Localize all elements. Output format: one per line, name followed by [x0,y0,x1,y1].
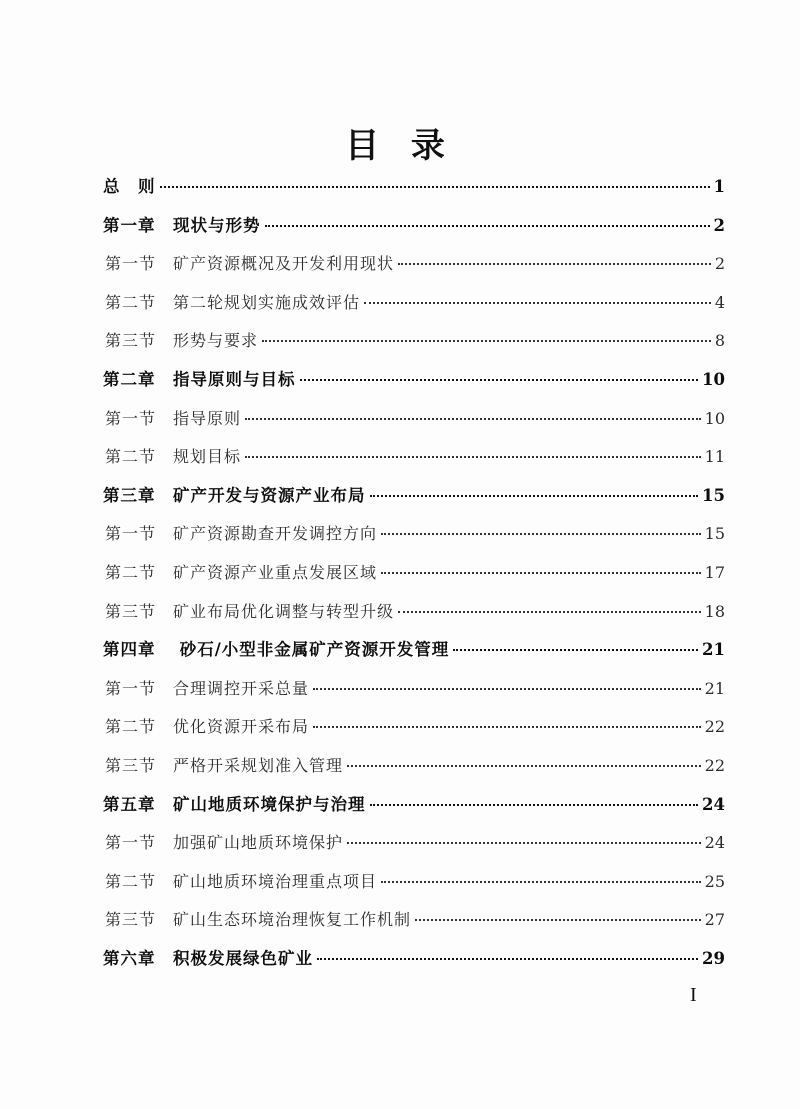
toc-entry[interactable] [103,400,725,439]
toc-entry[interactable] [103,708,725,747]
toc-entry-page: 29 [702,948,725,968]
toc-entry[interactable] [103,631,725,670]
toc-entry-page: 2 [713,215,725,235]
toc-entry-label: 第三节 严格开采规划准入管理 [105,755,344,775]
dot-leader [300,378,699,381]
dot-leader [398,610,701,613]
dot-leader [262,339,711,342]
toc-entry[interactable] [103,554,725,593]
toc-entry[interactable] [103,593,725,632]
toc-entry-label: 第三节 矿业布局优化调整与转型升级 [105,601,395,621]
toc-entry-page: 15 [704,524,725,544]
dot-leader [364,301,711,304]
toc-entry-label: 第二节 第二轮规划实施成效评估 [105,292,361,312]
page-folio: I [690,984,697,1006]
toc-entry-label: 第三章 矿产开发与资源产业布局 [103,485,366,505]
dot-leader [313,725,701,728]
toc-entry-page: 4 [714,292,725,312]
toc-entry-label: 第六章 积极发展绿色矿业 [103,948,313,968]
dot-leader [347,764,701,767]
toc-entry-page: 2 [714,254,725,274]
toc-entry[interactable] [103,361,725,400]
dot-leader [415,918,701,921]
toc-entry[interactable] [103,284,725,323]
dot-leader [347,841,701,844]
toc-entry-page: 17 [704,562,725,582]
toc-entry-page: 21 [704,678,725,698]
toc-entry[interactable] [103,786,725,825]
toc-entry-label: 第二节 优化资源开采布局 [105,717,310,737]
dot-leader [370,494,699,497]
dot-leader [245,417,701,420]
toc-entry-label: 第二节 矿山地质环境治理重点项目 [105,871,378,891]
dot-leader [370,803,699,806]
toc-entry-page: 8 [714,331,725,351]
dot-leader [245,455,701,458]
toc-entry[interactable] [103,322,725,361]
table-of-contents [103,168,725,978]
toc-entry-label: 第一章 现状与形势 [103,215,261,235]
toc-entry[interactable] [103,863,725,902]
toc-entry-label: 第四章 砂石/小型非金属矿产资源开发管理 [103,640,450,660]
toc-entry-page: 22 [704,755,725,775]
dot-leader [160,185,710,188]
toc-entry-label: 第三节 形势与要求 [105,331,259,351]
toc-entry[interactable] [103,168,725,207]
toc-entry-label: 第一节 矿产资源概况及开发利用现状 [105,254,395,274]
toc-entry[interactable] [103,940,725,979]
toc-entry-page: 22 [704,717,725,737]
dot-leader [453,648,698,651]
toc-entry-label: 第一节 矿产资源勘查开发调控方向 [105,524,378,544]
toc-entry-page: 1 [713,177,725,196]
toc-entry-label: 第一节 加强矿山地质环境保护 [105,833,344,853]
toc-entry[interactable] [103,824,725,863]
dot-leader [317,957,698,960]
toc-entry[interactable] [103,245,725,284]
toc-entry-label: 第二章 指导原则与目标 [103,369,296,389]
toc-entry-label: 第五章 矿山地质环境保护与治理 [103,794,366,814]
page-title: 目 录 [345,126,455,166]
dot-leader [381,571,701,574]
toc-entry-page: 25 [704,871,725,891]
toc-entry-page: 24 [704,833,725,853]
toc-entry-label: 第一节 合理调控开采总量 [105,678,310,698]
toc-entry[interactable] [103,670,725,709]
toc-entry-label: 总 则 [103,177,156,196]
toc-entry-label: 第二节 规划目标 [105,447,242,467]
toc-entry-page: 15 [702,485,725,505]
toc-entry-label: 第一节 指导原则 [105,408,242,428]
toc-entry[interactable] [103,747,725,786]
toc-entry[interactable] [103,901,725,940]
dot-leader [381,880,701,883]
dot-leader [313,687,701,690]
toc-entry[interactable] [103,477,725,516]
toc-entry-page: 21 [702,640,725,660]
toc-entry-page: 10 [702,369,725,389]
dot-leader [398,262,711,265]
toc-entry[interactable] [103,515,725,554]
toc-entry-page: 24 [702,794,725,814]
dot-leader [381,532,701,535]
toc-entry-page: 11 [704,447,725,467]
toc-entry[interactable] [103,207,725,246]
toc-entry-label: 第二节 矿产资源产业重点发展区域 [105,562,378,582]
toc-entry[interactable] [103,438,725,477]
toc-entry-page: 10 [704,408,725,428]
dot-leader [265,224,710,227]
toc-entry-page: 18 [704,601,725,621]
toc-entry-label: 第三节 矿山生态环境治理恢复工作机制 [105,910,412,930]
toc-entry-page: 27 [704,910,725,930]
